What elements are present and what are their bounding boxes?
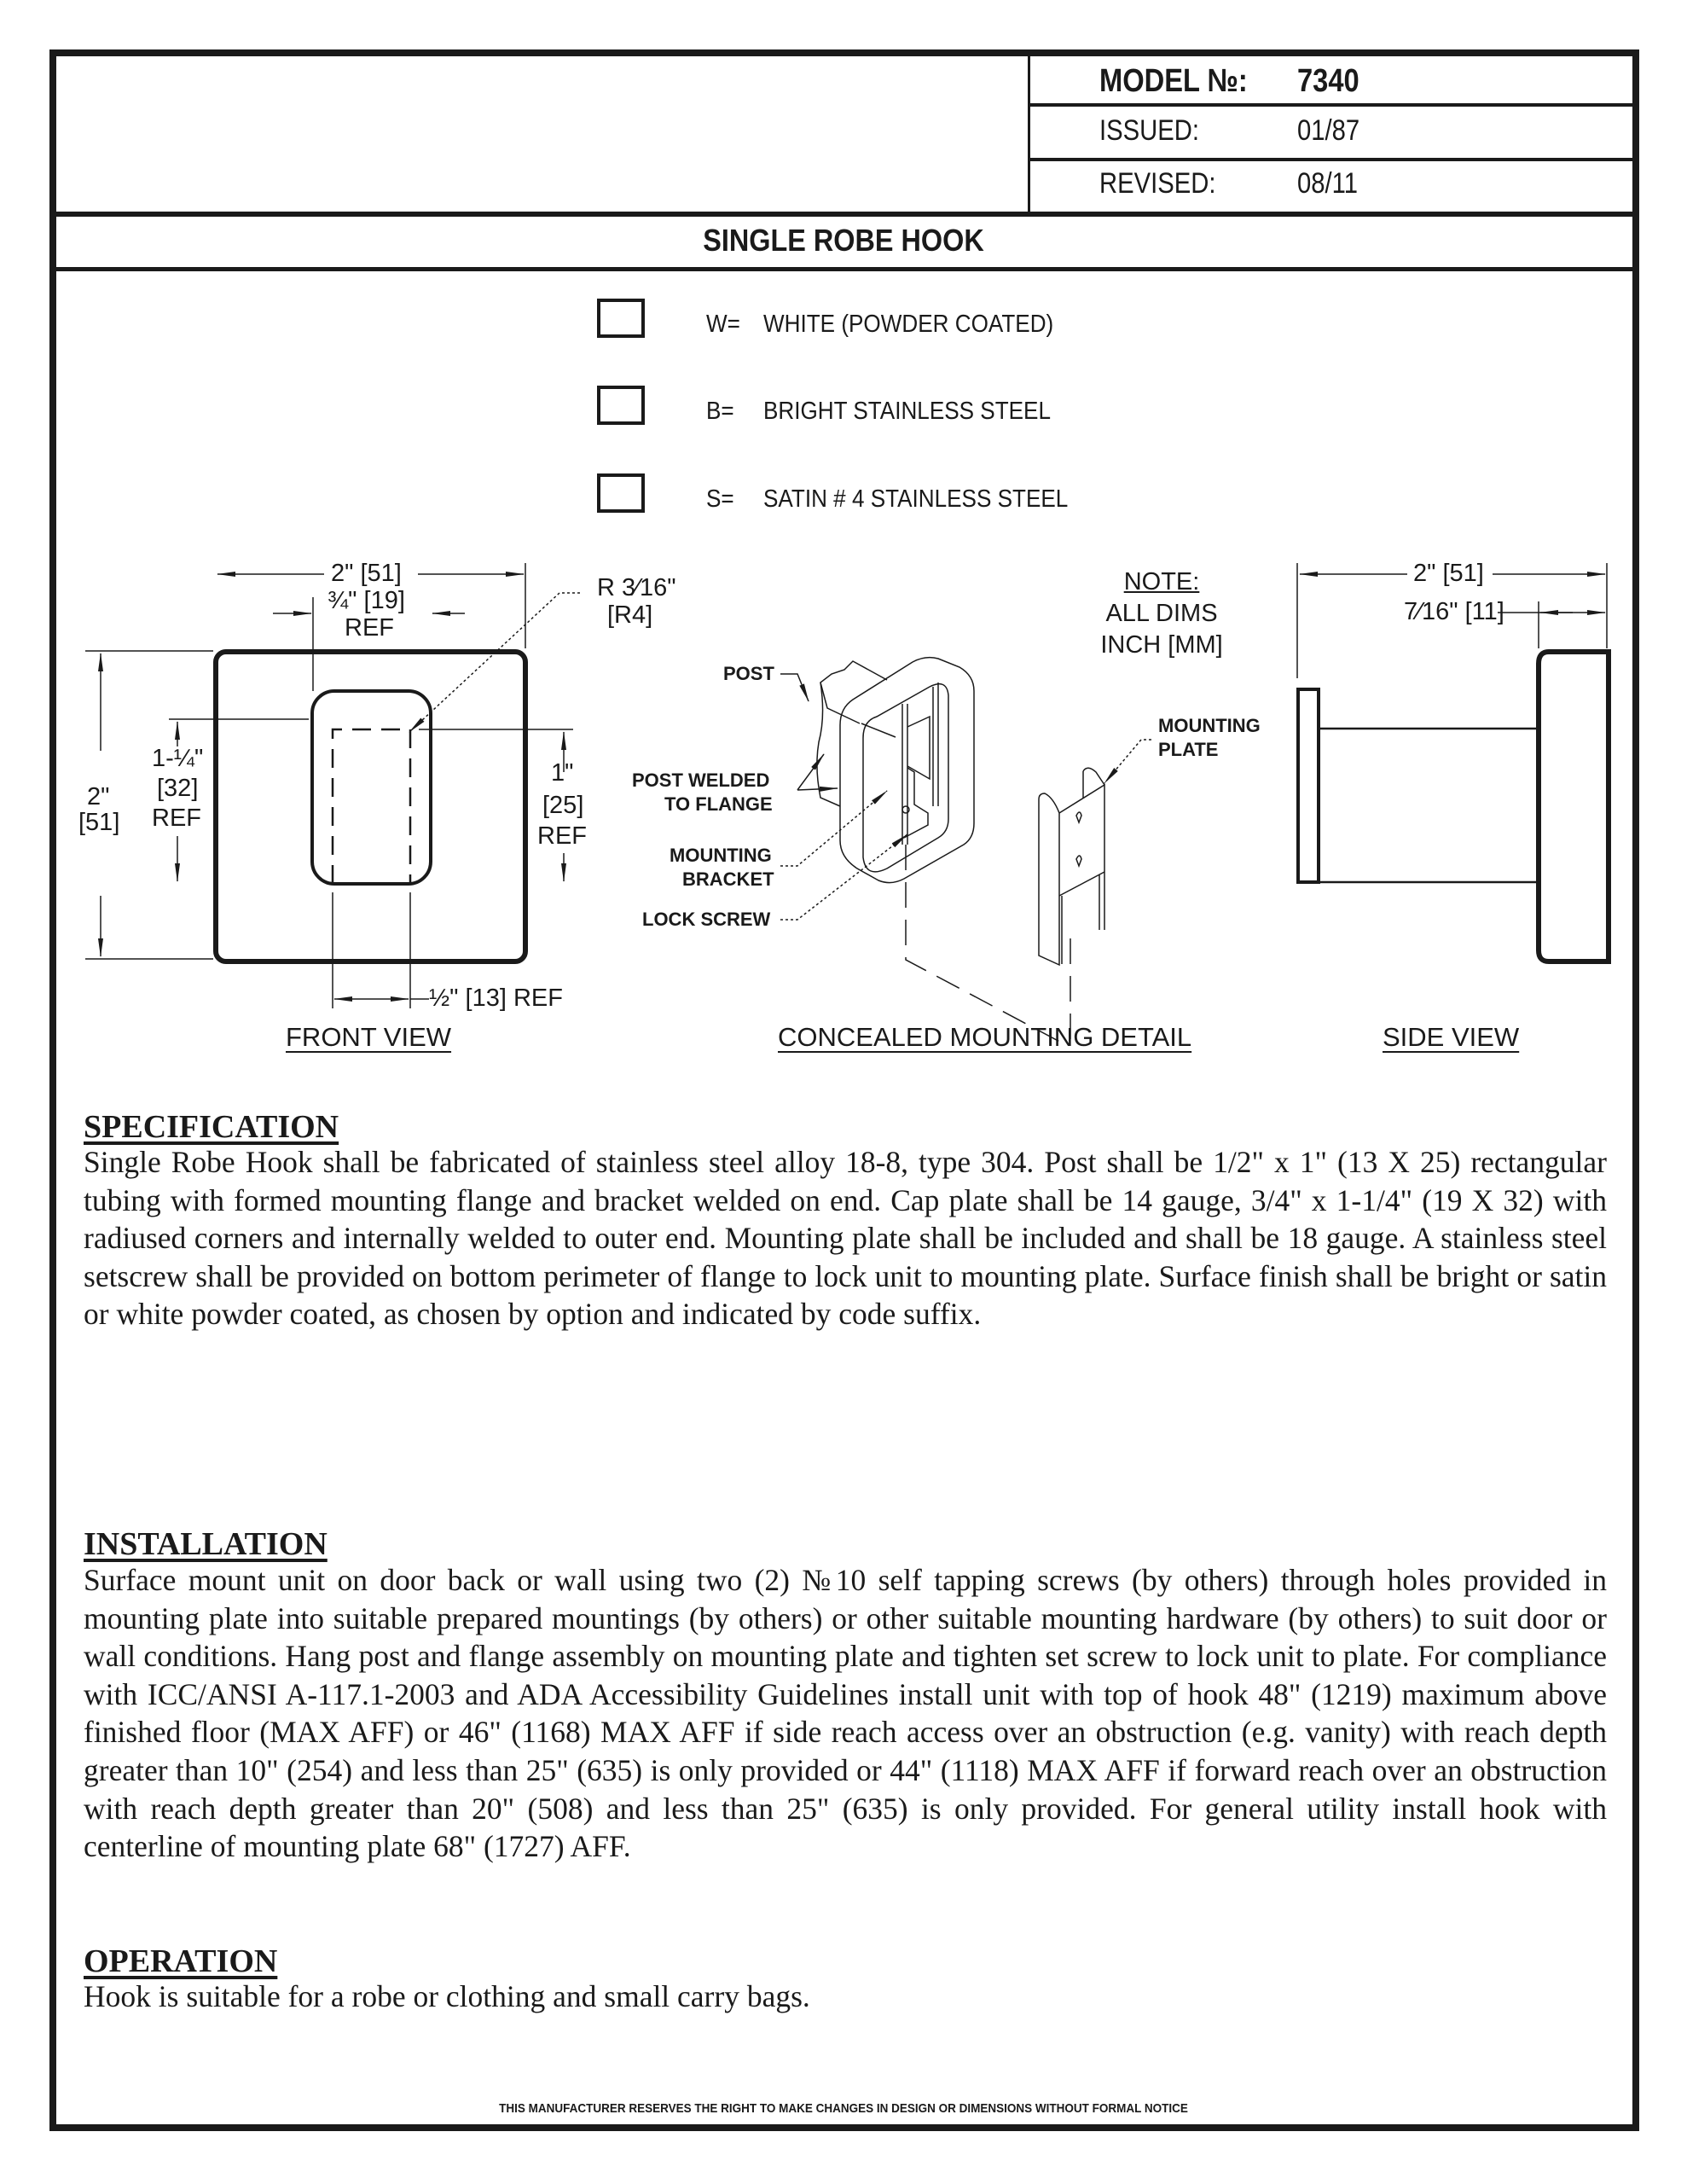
finish-label-satin: SATIN # 4 STAINLESS STEEL	[763, 485, 1069, 513]
front-dim-post-height-in: 1"	[551, 759, 574, 787]
front-dim-radius: R 3⁄16"	[597, 574, 676, 601]
finish-code-satin: S=	[706, 485, 734, 513]
front-dim-height-mm: [51]	[78, 809, 120, 836]
label-lock-screw: LOCK SCREW	[642, 909, 771, 930]
dims-note	[1076, 566, 1247, 661]
front-dim-post-height-mm: [25]	[542, 792, 584, 819]
specification-text: Single Robe Hook shall be fabricated of stainless steel alloy 18-8, type 304. Post shall be 1/2" x 1" (13 X 25) rectangular tubing with formed mounting flange and bracket welded on end. Cap plate shall be 14 gauge, 3/4" x 1-1/4" (19 X 32) with radiused corners and internally welded to outer end. Mounting plate shall be included and shall be 18 gauge. A stainless steel setscrew shall be provided on bottom perimeter of flange to lock unit to mounting plate. Surface finish shall be bright or satin or white powder coated, as chosen by option and indicated by code suffix.	[84, 1145, 1607, 1332]
concealed-detail-caption: CONCEALED MOUNTING DETAIL	[778, 1022, 1192, 1052]
front-view-caption: FRONT VIEW	[286, 1022, 452, 1052]
finish-label-bright: BRIGHT STAINLESS STEEL	[763, 398, 1051, 425]
specification-heading: SPECIFICATION	[84, 1109, 339, 1145]
front-dim-width: 2" [51]	[331, 560, 402, 587]
revised-value: 08/11	[1297, 167, 1359, 200]
front-dim-post-width: ½" [13] REF	[429, 985, 563, 1012]
note-heading: NOTE:	[1123, 568, 1200, 595]
front-dim-cap-width: ¾" [19]	[328, 587, 405, 614]
installation-heading: INSTALLATION	[84, 1526, 328, 1562]
label-post: POST	[723, 663, 774, 684]
model-number: 7340	[1297, 63, 1359, 99]
label-post-welded-2: TO FLANGE	[664, 793, 773, 815]
finish-code-white: W=	[706, 311, 740, 338]
front-dim-height-in: 2"	[87, 783, 110, 810]
label-post-welded-1: POST WELDED	[632, 770, 770, 791]
note-line-2: INCH [MM]	[1100, 631, 1223, 659]
front-dim-cap-height-in: 1-¼"	[152, 745, 204, 772]
side-view-caption: SIDE VIEW	[1383, 1022, 1520, 1052]
front-dim-radius-mm: [R4]	[607, 601, 653, 629]
issued-label: ISSUED:	[1099, 114, 1200, 147]
revised-label: REVISED:	[1099, 167, 1216, 200]
note-line-1: ALL DIMS	[1105, 600, 1218, 627]
label-mounting-bracket-2: BRACKET	[682, 868, 774, 890]
side-dim-cap-depth: 7⁄16" [11]	[1404, 598, 1504, 625]
model-label: MODEL №:	[1099, 63, 1248, 99]
side-dim-depth: 2" [51]	[1413, 560, 1484, 587]
front-dim-cap-height-mm: [32]	[157, 775, 199, 802]
finish-label-white: WHITE (POWDER COATED)	[763, 311, 1054, 338]
front-dim-cap-width-ref: REF	[345, 614, 394, 642]
label-mounting-plate-1: MOUNTING	[1158, 715, 1261, 736]
installation-text: Surface mount unit on door back or wall using two (2) №10 self tapping screws (by others) through holes provided in mounting plate into suitable prepared mountings (by others) or other suitable mounting hardware (by others) to suit door or wall conditions. Hang post and flange assembly on mounting plate and tighten set screw to lock unit to plate. For compliance with ICC/ANSI A-117.1-2003 and ADA Accessibility Guidelines install unit with top of hook 48" (1219) maximum above finished floor (MAX AFF) or 46" (1168) MAX AFF if side reach access over an obstruction (e.g. vanity) with reach depth greater than 10" (254) and less than 25" (635) is only provided or 44" (1118) MAX AFF if forward reach over an obstruction with reach depth greater than 20" (508) and less than 25" (635) is only provided. For general utility install hook with centerline of mounting plate 68" (1727) AFF.	[84, 1563, 1607, 1864]
finish-code-bright: B=	[706, 398, 734, 425]
concealed-mounting-drawing	[780, 658, 1151, 1045]
operation-text: Hook is suitable for a robe or clothing and small carry bags.	[84, 1979, 810, 2013]
label-mounting-plate-2: PLATE	[1158, 739, 1219, 760]
label-mounting-bracket-1: MOUNTING	[670, 845, 772, 866]
front-dim-cap-height-ref: REF	[152, 804, 201, 832]
footer-disclaimer: THIS MANUFACTURER RESERVES THE RIGHT TO MAKE CHANGES IN DESIGN OR DIMENSIONS WITHOUT FORMAL NOTICE	[499, 2101, 1188, 2116]
operation-heading: OPERATION	[84, 1943, 278, 1979]
issued-value: 01/87	[1297, 114, 1360, 147]
page-title: SINGLE ROBE HOOK	[703, 223, 984, 258]
front-dim-post-height-ref: REF	[537, 822, 587, 850]
